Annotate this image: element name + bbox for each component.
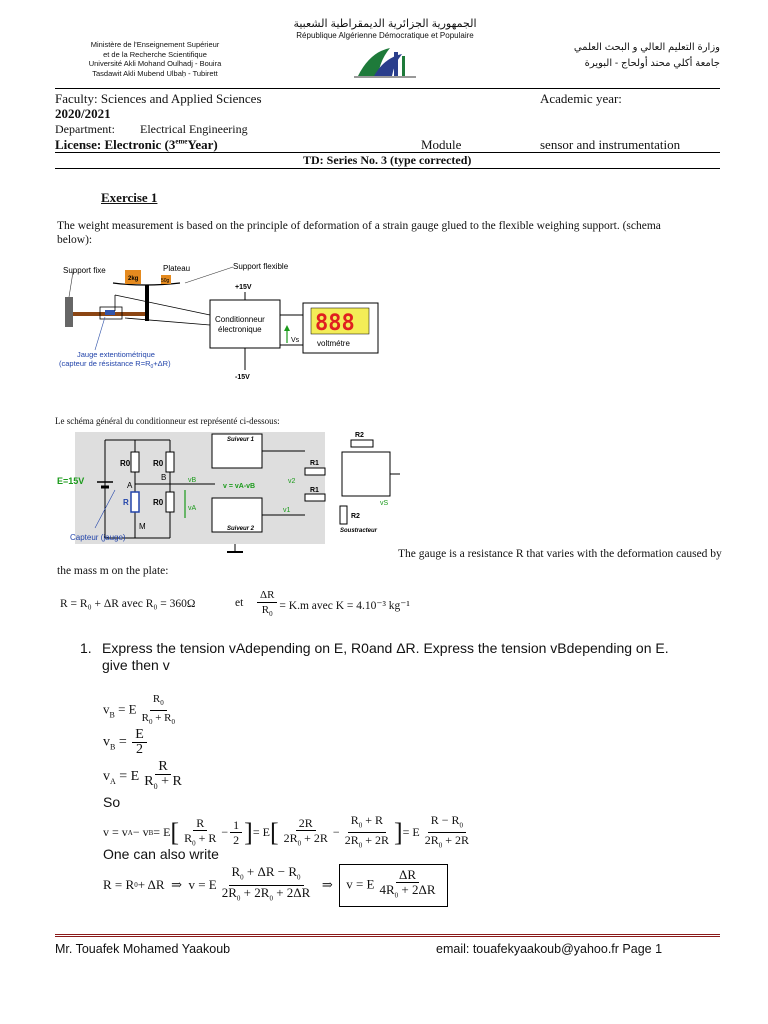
eq-final: R = R 0 + ΔR ⇒ v = E $\frac{R_0 + \Delta R - R_0}{2R_0 + 2R_0 + 2\Delta R}$ ⇒ v = E $\frac{\Delta R}{4R_0 + 2\Delta R}$ [103,864,448,907]
svg-text:Soustracteur: Soustracteur [340,528,378,534]
ministry-ar-block: وزارة التعليم العالي و البحث العلمي جامعة أكلي محند أولحاج - البويرة [573,42,720,69]
subtractor-box [342,452,390,496]
svg-text:+15V: +15V [235,284,252,291]
svg-text:vS: vS [380,500,389,507]
svg-text:vB: vB [188,477,197,484]
eq-vA: $v_A = E$ $\frac{R}{R_0 + R}$ [103,759,182,791]
svg-text:R1: R1 [310,487,319,494]
module-label: Module [421,137,462,152]
so-label: So [103,794,121,810]
year-value: 2020/2021 [55,106,111,121]
schema-background [75,432,325,544]
svg-text:50g: 50g [161,278,170,284]
footer-rule [55,934,720,937]
svg-text:Capteur (jauge): Capteur (jauge) [70,533,126,542]
svg-text:R0: R0 [153,459,164,468]
svg-text:Suiveur 1: Suiveur 1 [227,437,255,443]
conditioner-box [210,300,280,348]
eq-vB-1: $v_B = E$ $\frac{R_0}{R_0 + R_0}$ [103,693,176,727]
exercise-title: Exercise 1 [101,190,158,205]
svg-text:R2: R2 [351,513,360,520]
gauge-text-1: The gauge is a resistance R that varies with the deformation caused by [398,548,722,560]
td-title: TD: Series No. 3 (type corrected) [303,153,472,167]
svg-text:Vs: Vs [291,337,300,344]
plateau-label: Plateau [163,264,191,273]
svg-text:2kg: 2kg [128,276,139,282]
formula-R: R = R₀ + ΔR avec R₀ = 360Ω [60,598,196,610]
academic-year-label: Academic year: [540,91,622,106]
question-text: Express the tension vAdepending on E, R0and ΔR. Express the tension vBdepending on E. [102,640,669,656]
support-fixe-label: Support fixe [63,266,106,275]
svg-text:v2: v2 [288,478,296,485]
svg-text:M: M [139,522,146,531]
svg-text:Conditionneur: Conditionneur [215,315,265,324]
republic-block: الجمهورية الجزائرية الديمقراطية الشعبية République Algérienne Démocratique et Populaire [293,18,477,40]
svg-text:Suiveur 2: Suiveur 2 [227,526,255,532]
svg-text:v = vA-vB: v = vA-vB [223,483,256,490]
svg-text:électronique: électronique [218,325,262,334]
also-label: One can also write [103,846,219,862]
department-row: Department: Electrical Engineering [55,122,248,136]
svg-text:-15V: -15V [235,374,250,381]
module-value: sensor and instrumentation [540,137,681,152]
conditioner-caption: Le schéma général du conditionneur est représenté ci-dessous: [55,416,280,426]
display-digits: 888 [315,311,355,336]
university-logo-icon [350,42,420,80]
svg-text:R: R [123,498,129,507]
svg-text:voltmétre: voltmétre [317,339,350,348]
license-label: License: Electronic (3emeYear) [55,137,218,152]
eq-v-derivation: v = v A − v B = E [ $\frac{R}{R_0 + R}$ − $\frac{1}{2}$ ] = E [ $\frac{2R}{2R_0 + 2R}$ − $\frac{R_0 + R}{2R_0 + 2R}$ ] = E $\frac{R - R_0}{2R_0 + 2R}$ [103,813,470,850]
faculty-label: Faculty: Sciences and Applied Sciences [55,91,262,106]
formula-K: $\frac{\Delta R}{R_0}$ = K.m avec K = 4.10⁻³ kg⁻¹ [255,588,410,621]
footer-author: Mr. Touafek Mohamed Yaakoub [55,942,231,956]
svg-text:B: B [161,473,167,482]
gauge-icon [105,310,115,315]
weighing-schema [55,255,385,385]
svg-text:vA: vA [188,505,197,512]
svg-text:v1: v1 [283,507,291,514]
gauge-text-2: the mass m on the plate: [57,565,169,577]
exercise-intro: The weight measurement is based on the principle of deformation of a strain gauge glued to the flexible weighing support. (schema below): [57,220,661,246]
conditioner-schema [55,428,400,563]
svg-text:R2: R2 [355,432,364,439]
question-number: 1. [80,640,92,656]
header-rule [55,88,720,89]
info-rule-2 [55,168,720,169]
final-result-box: v = E $\frac{\Delta R}{4R_0 + 2\Delta R}$ [339,864,447,907]
svg-text:E=15V: E=15V [57,476,85,486]
svg-text:R1: R1 [310,460,319,467]
jauge-label: Jauge extentiométrique [77,350,155,359]
footer-email: email: touafekyaakoub@yahoo.fr Page 1 [436,942,663,956]
fixed-support [65,297,73,327]
sensor-resistor [131,492,139,512]
ministry-fr-block: Ministère de l'Enseignement Supérieur et de la Recherche Scientifique Université Akli Mohand Oulhadj - Bouira Tasdawit Akli Mubend Ulbaḥ - Tubirett [88,40,222,78]
svg-text:R0: R0 [120,459,131,468]
svg-text:A: A [127,481,133,490]
question-text-2: give then v [102,657,170,673]
support-flexible-label: Support flexible [233,262,289,271]
eq-vB-2: $v_B$ = $\frac{E}{2}$ [103,728,149,757]
capteur-label: (capteur de résistance $R=R_0+\Delta R$) [59,359,171,370]
svg-text:R0: R0 [153,498,164,507]
formula-et: et [235,597,244,609]
